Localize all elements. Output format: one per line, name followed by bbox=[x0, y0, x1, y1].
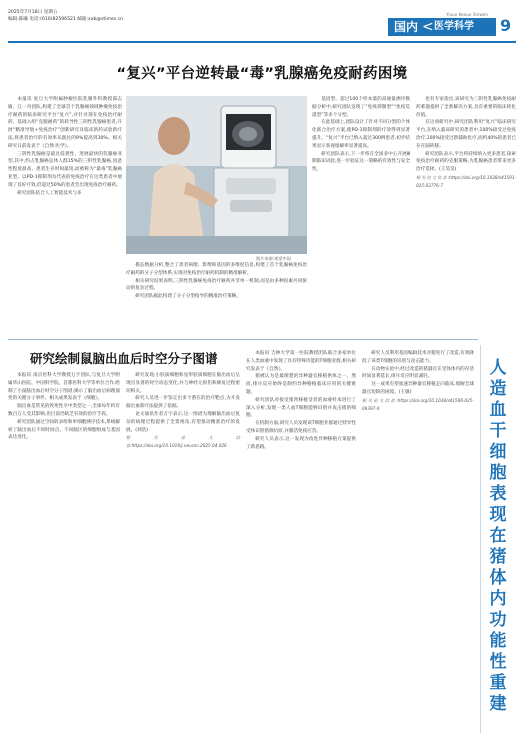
paragraph: 研究团队据此构建了分子分型指导的精准治疗策略。 bbox=[135, 294, 241, 300]
header-rule bbox=[8, 41, 516, 43]
column-pinyin: Yixue Kexue Xinwen bbox=[446, 12, 489, 17]
paragraph: 三阴性乳腺癌是最具侵袭性、进展最快的乳腺癌亚型,其中,约占乳腺癌总体人群15%的三阴性乳腺癌,因恶性程度最高、患者生存时间最短,而被称为“最毒”乳腺癌亚型。以PD-1抑制剂为代表的免疫治疗在这类患者中展现了良好疗效,但超过50%的患者会出现免疫治疗耐药。 bbox=[8, 151, 122, 188]
paragraph: 研究人员进一步鉴定出多个潜在的治疗靶点,为开发脑出血新疗法提供了依据。 bbox=[126, 396, 240, 410]
photo-caption: 图片来源:视觉中国 bbox=[256, 256, 291, 261]
paragraph: 模态数据分析,整合了患者病理、影像和基因的多维度信息,构建了首个乳腺癌免疫治疗耐药的分子分型体系,实现对免疫治疗耐药机制的精准解析。 bbox=[126, 263, 307, 276]
paragraph: 本报讯 复旦大学附属肿瘤医院乳腺外科教授邵志敏、江一舟团队,构建了全球首个乳腺癌领域肿瘤免疫治疗耐药的临床研究平台“复兴”,并针对现在免疫治疗耐药、基础入组“克服耐药”的转导性三阴性乳腺癌患者,开展“精准导航+免疫治疗”创新研究及临床新药试验新疗法,将患者治疗的有效率从既往的9%提高到30%。相关研究日前发表于《自然·医学》。 bbox=[8, 97, 122, 149]
paragraph: 研究人员表示,这一发现为改进异种移植方案提供了新思路。 bbox=[246, 436, 356, 450]
article3-headline: 人造血干细胞表现在猪体内功能性重建 bbox=[489, 358, 507, 714]
paragraph: 这一成果有望加速异种器官移植走向临床,缓解全球器官短缺的困境。(王敏) bbox=[362, 382, 474, 395]
article2-headline: 研究绘制鼠脑出血后时空分子图谱 bbox=[30, 351, 218, 366]
header-meta bbox=[8, 10, 123, 23]
mammography-photo bbox=[126, 96, 307, 254]
article1-column-3 bbox=[312, 96, 410, 174]
paragraph: 本报讯 南京医科大学教授万宇团队,与复旦大学附属华山医院、中国科学院、首都医科大学等单位合作,绘制了小鼠脑出血后时空分子图谱,揭示了脑出血后病理演变的关键分子事件。相关成果发表于《细胞》。 bbox=[8, 373, 120, 402]
article1-column-2 bbox=[126, 262, 307, 301]
paragraph: 本报讯 吉林大学第一医院教授团队联合多家单位在人类血液中发现了具有特殊功能的T细胞亚群,相关研究发表于《自然》。 bbox=[246, 351, 356, 372]
paragraph: 研究团队表示,平台将持续纳入更多患者,探索免疫治疗耐药的克服策略,为乳腺癌患者带来更多治疗选择。(王昊昊) bbox=[416, 151, 516, 173]
paragraph: 研究发现,小胶质细胞和星形胶质细胞在脑出血后呈现出显著的时空动态变化,并与神经元损伤和修复过程密切相关。 bbox=[126, 373, 240, 394]
article3-doi: 相关论文信息:https://doi.org/10.1038/s41586-025-09397-6 bbox=[362, 397, 474, 411]
column-title: 医学科学 bbox=[434, 21, 474, 32]
paragraph: 研究团队通过空间转录组和单细胞测序技术,系统解析了脑出血后不同时间点、不同脑区的细胞组成与基因表达变化。 bbox=[8, 419, 120, 441]
header-editor: 编辑:陈曦 电话:(010)82596521 邮箱:xxb@stimes.cn bbox=[8, 16, 124, 22]
paragraph: 在此基础上,团队设计了针对不同分型的个体化联合治疗方案,使PD-1抑制剂的疗效得到显著提升。“复兴”平台已纳入超过300例患者,初步结果显示客观缓解率显著提高。 bbox=[312, 120, 410, 149]
paragraph: 基因型、超过100个样本量的高通量测序数据分析中,研究团队发现了“免疫抑制型”“免疫荒漠型”等多个分型。 bbox=[312, 97, 410, 118]
section-label: 国内 bbox=[394, 20, 419, 34]
paragraph: 在动物实验中,经过改造的猪器官在受体体内的存活时间显著延长,排斥反应明显减轻。 bbox=[362, 366, 474, 380]
article3-column-2 bbox=[362, 350, 474, 412]
paragraph: 猪被认为是最理想的异种器官移植供体之一。然而,排斥反应始终是制约异种移植临床应用的关键难题。 bbox=[246, 374, 356, 395]
article1-column-1 bbox=[8, 96, 122, 197]
paragraph: 研究团队结合人工智能技术与多 bbox=[17, 190, 82, 196]
article1-column-4 bbox=[416, 96, 516, 190]
paragraph: 脑出血是常见的致死性卒中类型之一,全球每年约有数百万人受其影响,但目前仍缺乏有效的治疗手段。 bbox=[8, 404, 120, 417]
paragraph: 相关研究结果表明,三阴性乳腺癌免疫治疗耐药并非单一机制,而是由多种因素共同驱动的复杂过程。 bbox=[126, 278, 307, 292]
header-date: 2025年7月18日 星期五 bbox=[8, 10, 58, 15]
paragraph: 研究团队表示,下一步将在全国多中心开展Ⅲ期临床试验,进一步验证这一策略的有效性与安全性。 bbox=[312, 151, 410, 173]
article1-headline: “复兴”平台逆转最“毒”乳腺癌免疫耐药困境 bbox=[116, 66, 408, 82]
page-number: 9 bbox=[500, 16, 512, 35]
paragraph: 在机制方面,研究人员发现该T细胞亚群通过特异性受体识别猪源抗原,并激活免疫应答。 bbox=[246, 421, 356, 434]
paragraph: 论文通讯作者万宇表示,这一图谱为理解脑出血后复杂的病理过程提供了全景视角,有望推动精准治疗的发展。(刘浩) bbox=[126, 411, 240, 433]
paragraph: 在这项研究中,研究团队利用“复兴”临床研究平台,在纳入临床研究的患者中,100%接受过免疫治疗,100%接受过新辅助化疗,而约40%的患者已存在脑转移。 bbox=[416, 120, 516, 149]
article1-photo bbox=[126, 96, 307, 254]
page-header bbox=[0, 0, 524, 40]
section-bracket: < bbox=[422, 19, 434, 35]
section-divider bbox=[8, 339, 478, 340]
article3-column-1 bbox=[246, 350, 356, 451]
article2-column-1 bbox=[8, 372, 120, 442]
paragraph: 研究人员利用基因编辑技术对猪进行了改造,有效降低了该类T细胞的识别与攻击能力。 bbox=[362, 351, 474, 364]
paragraph: 也有专家指出,该研究为三阴性乳腺癌免疫耐药难题提供了全新解决方案,具有重要的临床转化价值。 bbox=[416, 97, 516, 118]
paragraph: 研究团队对接受猪肾移植受者的血液样本进行了深入分析,发现一类人血T细胞能够识别并攻击猪的细胞。 bbox=[246, 397, 356, 419]
article2-doi: 相关论文信息:https://doi.org/10.1016/j.neuron.2025.04.026 bbox=[126, 435, 240, 449]
article1-doi: 相关论文信息:https://doi.org/10.1038/s41591-025-03776-7 bbox=[416, 174, 516, 188]
article2-column-2 bbox=[126, 372, 240, 450]
